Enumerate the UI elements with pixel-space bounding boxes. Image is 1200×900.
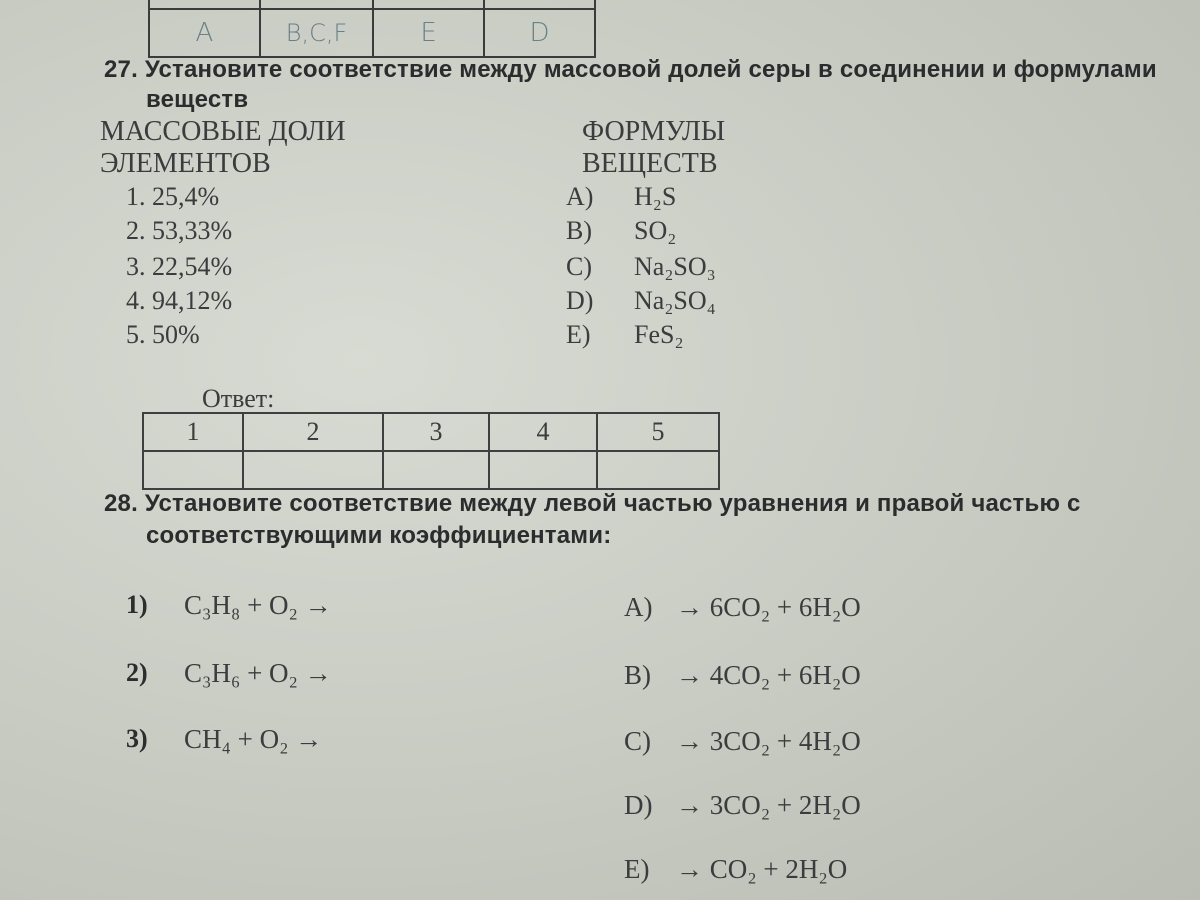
equation-right-letter: E): [624, 854, 650, 884]
equation-right-letter: C): [624, 726, 651, 756]
handwritten-answer: E: [373, 9, 484, 57]
equation-left-side: CH₄ + O₂ →: [184, 724, 323, 754]
previous-answer-table: [148, 0, 596, 58]
formula-letter: E): [566, 320, 591, 349]
formula-value: H₂S: [634, 182, 677, 211]
task28-title-line2: соответствующими коэффициентами:: [146, 522, 612, 549]
answer-label: Ответ:: [202, 384, 275, 413]
mass-fraction-item: 2. 53,33%: [126, 216, 233, 245]
equation-right-side: → 3CO₂ + 4H₂O: [676, 726, 861, 756]
answer-input-cell[interactable]: [489, 451, 597, 489]
equation-right-side: → 6CO₂ + 6H₂O: [676, 592, 861, 622]
right-column-header-line2: ВЕЩЕСТВ: [582, 148, 718, 179]
formula-value: Na₂SO₃: [634, 252, 716, 281]
answer-header-cell: 2: [243, 413, 383, 451]
right-column-header-line1: ФОРМУЛЫ: [582, 116, 726, 147]
equation-right-letter: D): [624, 790, 653, 820]
answer-input-cell[interactable]: [143, 451, 243, 489]
formula-letter: C): [566, 252, 592, 281]
formula-value: SO₂: [634, 216, 677, 245]
equation-right-letter: B): [624, 660, 651, 690]
answer-header-cell: 5: [597, 413, 719, 451]
formula-letter: D): [566, 286, 594, 315]
formula-value: FeS₂: [634, 320, 684, 349]
equation-right-letter: A): [624, 592, 653, 622]
mass-fraction-item: 1. 25,4%: [126, 182, 220, 211]
prev-header-cell: [149, 0, 260, 9]
answer-header-cell: 1: [143, 413, 243, 451]
equation-left-side: C₃H₆ + O₂ →: [184, 658, 332, 688]
formula-value: Na₂SO₄: [634, 286, 716, 315]
handwritten-answer: D: [484, 9, 595, 57]
equation-right-side: → 4CO₂ + 6H₂O: [676, 660, 861, 690]
formula-letter: A): [566, 182, 594, 211]
prev-header-cell: [373, 0, 484, 9]
prev-header-cell: [484, 0, 595, 9]
answer-input-cell[interactable]: [383, 451, 489, 489]
answer-input-cell[interactable]: [243, 451, 383, 489]
handwritten-answer: A: [149, 9, 260, 57]
equation-number: 1): [126, 590, 148, 619]
answer-table: [142, 412, 720, 490]
mass-fraction-item: 3. 22,54%: [126, 252, 233, 281]
left-column-header-line2: ЭЛЕМЕНТОВ: [100, 148, 271, 179]
equation-number: 3): [126, 724, 148, 753]
handwritten-answer: B,C,F: [260, 9, 373, 57]
mass-fraction-item: 4. 94,12%: [126, 286, 233, 315]
answer-header-cell: 4: [489, 413, 597, 451]
equation-right-side: → 3CO₂ + 2H₂O: [676, 790, 861, 820]
mass-fraction-item: 5. 50%: [126, 320, 200, 349]
task27-title-line1: 27. Установите соответствие между массовой долей серы в соединении и формулами: [104, 56, 1157, 83]
task27-title-line2: веществ: [146, 86, 249, 113]
equation-right-side: → CO₂ + 2H₂O: [676, 854, 848, 884]
task28-title-line1: 28. Установите соответствие между левой частью уравнения и правой частью с: [104, 490, 1081, 517]
left-column-header-line1: МАССОВЫЕ ДОЛИ: [100, 116, 346, 147]
equation-left-side: C₃H₈ + O₂ →: [184, 590, 332, 620]
formula-letter: B): [566, 216, 592, 245]
answer-input-cell[interactable]: [597, 451, 719, 489]
prev-header-cell: [260, 0, 373, 9]
equation-number: 2): [126, 658, 148, 687]
answer-header-cell: 3: [383, 413, 489, 451]
